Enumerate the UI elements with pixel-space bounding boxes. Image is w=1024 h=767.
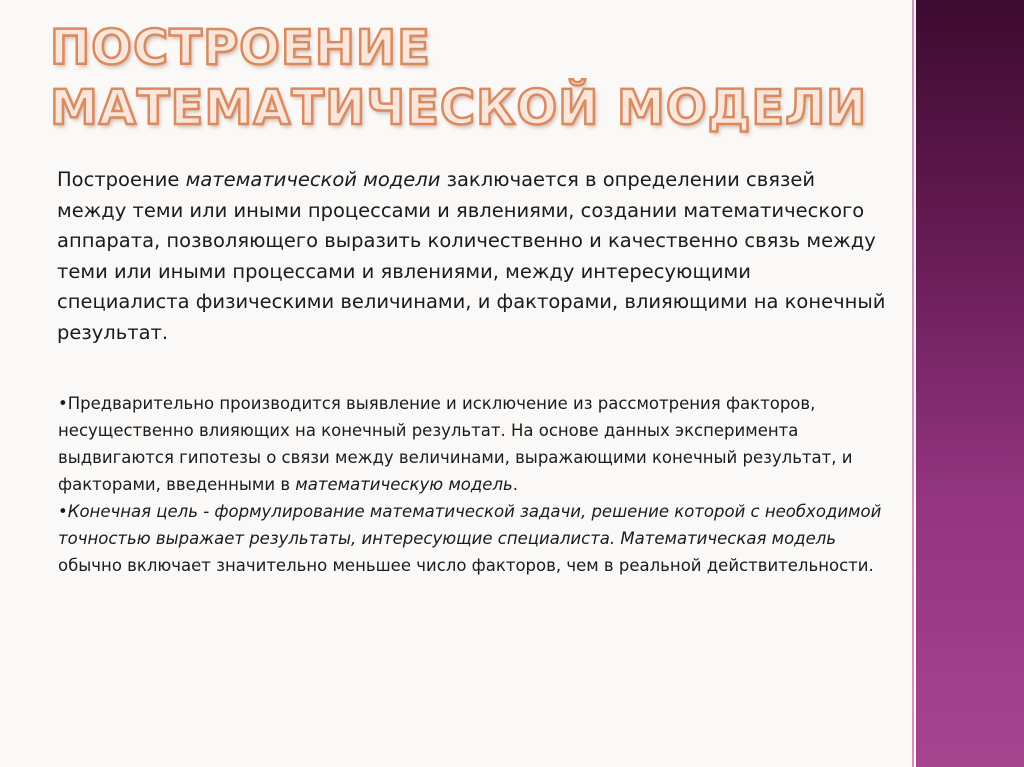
bullet-1-emphasis: математическую модель — [295, 475, 513, 494]
decorative-sidebar — [916, 0, 1024, 767]
bullet-2-text-2: обычно включает значительно меньшее число факторов, чем в реальной действительности. — [58, 556, 874, 575]
bullet-item-2 — [58, 498, 888, 579]
paragraph-text-1: Построение — [57, 168, 186, 191]
paragraph-emphasis: математической модели — [185, 168, 441, 191]
bullet-marker: • — [58, 394, 68, 413]
bullet-2-emphasis: Конечная цель - формулирование математической задачи, решение которой с необходимой точностью выражает результаты, интересующие специалиста. Математическая модель — [58, 502, 882, 548]
main-paragraph — [57, 165, 887, 348]
bullet-1-text-1: Предварительно производится выявление и исключение из рассмотрения факторов, несущественно влияющих на конечный результат. На основе данных эксперимента выдвигаются гипотезы о связи между величинами, выражающими конечный результат, и факторами, введенными в — [58, 394, 853, 494]
paragraph-text-2: заключается в определении связей между теми или иными процессами и явлениями, создании математического аппарата, позволяющего выразить количественно и качественно связь между теми или иными процессами и явлениями, между интересующими специалиста физическими величинами, и факторами, влияющими на конечный результат. — [57, 168, 886, 344]
bullet-1-text-2: . — [512, 475, 518, 494]
bullet-item-1 — [58, 390, 888, 498]
bullet-list — [58, 390, 888, 579]
bullet-marker: • — [58, 502, 68, 521]
slide-title: ПОСТРОЕНИЕ МАТЕМАТИЧЕСКОЙ МОДЕЛИ — [50, 20, 868, 136]
sidebar-divider — [912, 0, 914, 767]
